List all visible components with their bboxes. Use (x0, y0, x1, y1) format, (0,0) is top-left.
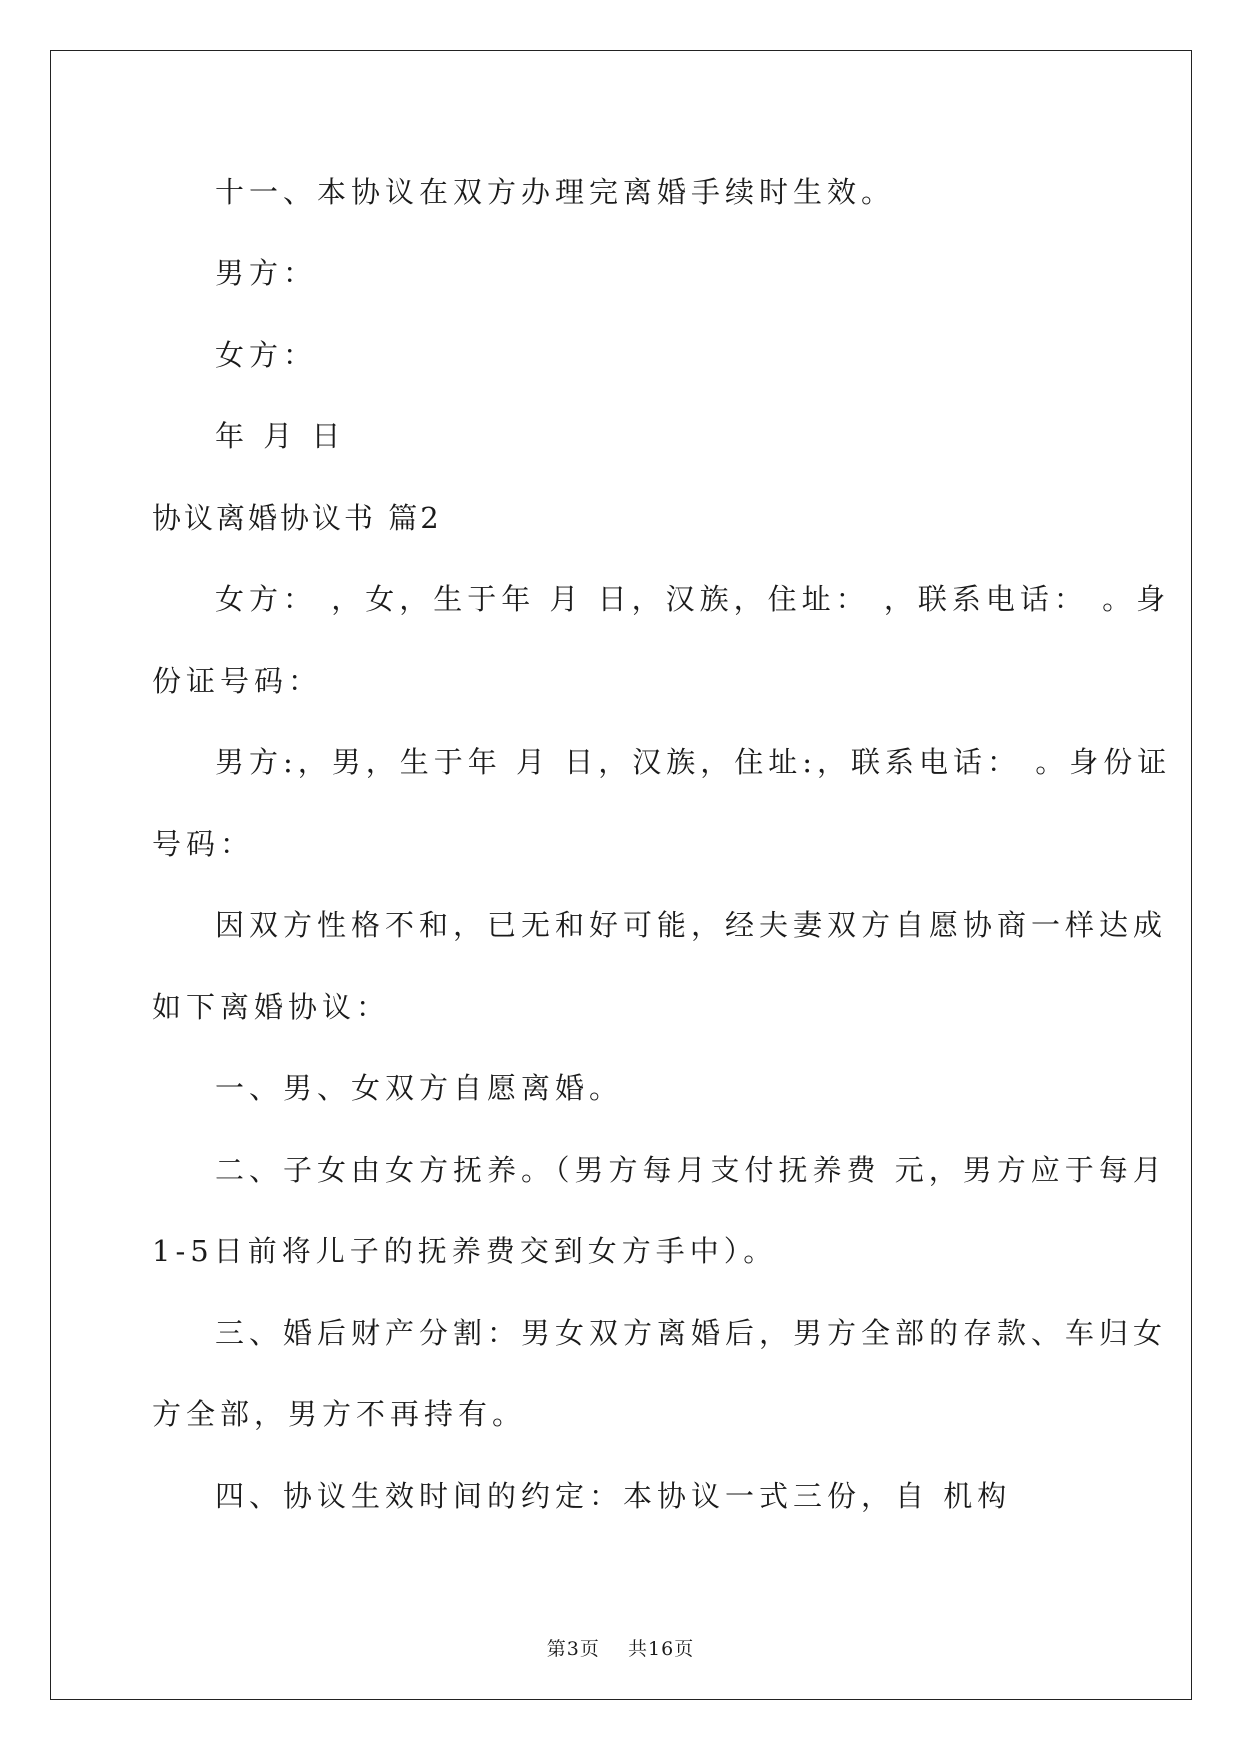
clause-11: 十一、本协议在双方办理完离婚手续时生效。 (215, 175, 896, 209)
male-party-info-cont: 号码： (152, 827, 255, 861)
clause-1: 一、男、女双方自愿离婚。 (215, 1071, 624, 1105)
clause-3: 三、婚后财产分割：男女双方离婚后，男方全部的存款、车归女 (215, 1316, 1168, 1350)
clause-3-cont: 方全部，男方不再持有。 (152, 1397, 527, 1431)
clause-2-cont: 1-5日前将儿子的抚养费交到女方手中）。 (152, 1234, 778, 1268)
female-party-info-cont: 份证号码： (152, 664, 323, 698)
female-party-signature-line: 女方： (215, 338, 318, 372)
clause-2: 二、子女由女方抚养。（男方每月支付抚养费 元，男方应于每月 (215, 1153, 1167, 1187)
preamble-cont: 如下离婚协议： (152, 990, 391, 1024)
male-party-signature-line: 男方： (215, 256, 318, 290)
section-heading: 协议离婚协议书 篇2 (152, 501, 442, 535)
clause-4: 四、协议生效时间的约定：本协议一式三份，自 机构 (215, 1479, 1012, 1513)
date-line: 年 月 日 (215, 419, 346, 453)
female-party-info: 女方： ，女，生于年 月 日，汉族，住址： ，联系电话： 。身 (215, 582, 1171, 616)
page-border (50, 50, 1192, 1700)
male-party-info: 男方:，男，生于年 月 日，汉族，住址:，联系电话： 。身份证 (215, 745, 1172, 779)
preamble: 因双方性格不和，已无和好可能，经夫妻双方自愿协商一样达成 (215, 908, 1168, 942)
page-number: 第3页 共16页 (546, 1638, 695, 1660)
